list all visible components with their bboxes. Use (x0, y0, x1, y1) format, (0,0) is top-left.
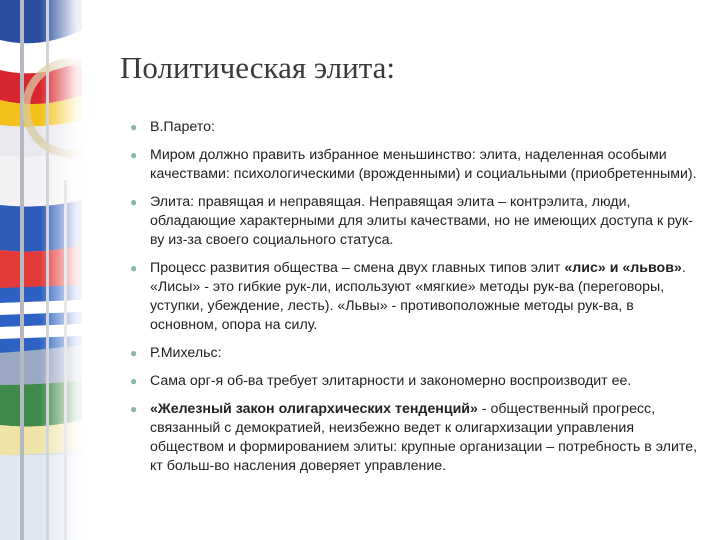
bullet-item (126, 400, 698, 476)
bullet-item (126, 146, 698, 184)
bullet-marker-icon: ● (130, 261, 138, 275)
bullet-item (126, 259, 698, 335)
bullet-item (126, 118, 698, 137)
bullet-text-bold: «Железный закон олигархических тенденций» (150, 401, 478, 417)
bullet-marker-icon: ● (130, 120, 138, 134)
bullet-text: В.Парето: (150, 119, 215, 135)
bullet-text: - общественный прогресс, связанный с демократией, неизбежно ведет к олигархизации управления обществом и формированием элиты: крупные организации – потребность в элите, кт больш-во насления доверяет управление. (150, 401, 698, 474)
bullet-text: Процесс развития общества – смена двух главных типов элит (150, 260, 565, 276)
bullet-list (126, 118, 698, 485)
bullet-item (126, 372, 698, 391)
bullet-marker-icon: ● (130, 148, 138, 162)
bullet-text: . «Лисы» - это гибкие рук-ли, используют «мягкие» методы рук-ва (переговоры, уступки, убеждение, лесть). «Львы» - противоположные методы рук-ва, в основном, опора на силу. (150, 260, 686, 333)
flags-decoration (0, 0, 82, 540)
bullet-text: Р.Михельс: (150, 345, 222, 361)
bullet-marker-icon: ● (130, 195, 138, 209)
flags-fade (40, 0, 82, 540)
bullet-text: Сама орг-я об-ва требует элитарности и закономерно воспроизводит ее. (150, 373, 632, 389)
bullet-text: Элита: правящая и неправящая. Неправящая элита – контрэлита, люди, обладающие характерными для элиты качествами, но не имеющих доступа к рук-ву из-за своего социального статуса. (150, 194, 693, 248)
slide-title: Политическая элита: (120, 50, 396, 85)
bullet-item (126, 193, 698, 250)
bullet-text-bold: «лис» и «львов» (564, 260, 682, 276)
bullet-item (126, 344, 698, 363)
bullet-marker-icon: ● (130, 346, 138, 360)
bullet-text: Миром должно править избранное меньшинство: элита, наделенная особыми качествами: психологическими (врожденными) и социальными (приобретенными). (150, 147, 697, 182)
bullet-marker-icon: ● (130, 374, 138, 388)
bullet-marker-icon: ● (130, 402, 138, 416)
